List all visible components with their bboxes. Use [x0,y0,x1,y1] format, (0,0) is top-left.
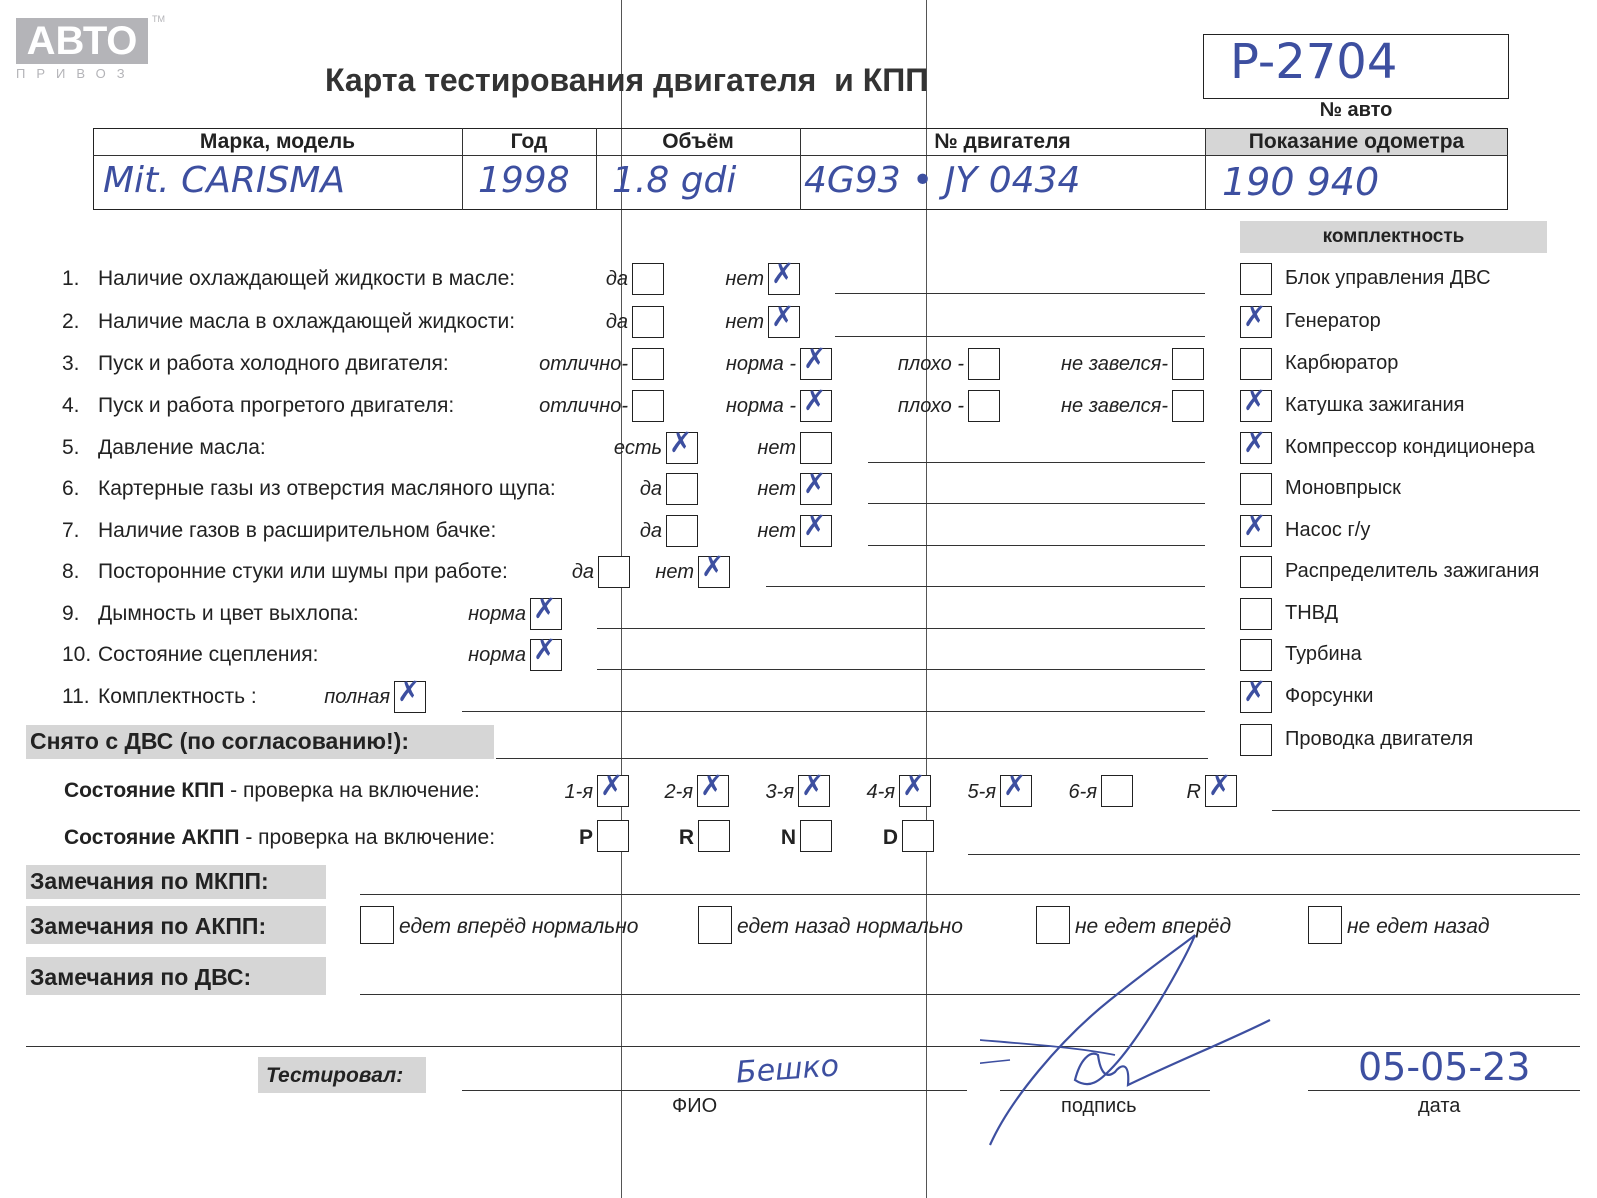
write-in-line[interactable] [868,545,1205,546]
check-mark: ✗ [803,509,827,542]
logo-main: АВТО [16,18,148,64]
gear-checkbox[interactable] [1000,769,1032,807]
fio-value: Бешко [734,1048,841,1091]
check-mark: ✗ [1243,675,1267,708]
check-mark: ✗ [803,384,827,417]
akpp-remark-checkbox[interactable] [1308,906,1342,944]
option-checkbox[interactable] [632,390,664,422]
completeness-checkbox[interactable] [1240,598,1272,630]
check-mark: ✗ [700,769,724,802]
option-label: нет [725,268,764,290]
option-label: плохо - [897,353,964,375]
option-checkbox[interactable] [800,342,832,380]
mode-checkbox[interactable] [698,820,730,852]
check-number: 7. [62,519,80,542]
check-mark: ✗ [669,426,693,459]
gear-checkbox[interactable] [798,769,830,807]
check-number: 11. [62,685,90,708]
gear-label: 3-я [765,781,794,803]
option-label: полная [324,686,390,708]
akpp-remark-checkbox[interactable] [698,906,732,944]
akpp-remark-checkbox[interactable] [360,906,394,944]
write-in-line[interactable] [597,669,1205,670]
option-label: нет [757,478,796,500]
check-question: Давление масла: [98,436,266,459]
option-label: плохо - [897,395,964,417]
mode-label: N [780,826,796,849]
write-in-line[interactable] [835,336,1205,337]
logo-tm: TM [152,14,165,24]
option-checkbox[interactable] [768,257,800,295]
option-label: отлично- [539,353,628,375]
header-odometer: Показание одометра [1248,130,1465,153]
mode-label: P [578,826,593,849]
option-label: не завелся- [1061,395,1168,417]
option-checkbox[interactable] [968,390,1000,422]
akpp-remark-option-label: не едет вперёд [1075,915,1232,938]
completeness-label: Насос г/у [1285,519,1371,541]
completeness-label: Компрессор кондиционера [1285,436,1535,458]
option-checkbox[interactable] [666,473,698,505]
logo-sub: ПРИВОЗ [16,66,136,81]
option-checkbox[interactable] [800,467,832,505]
write-in-line[interactable] [968,854,1580,855]
kpp-label-bold: Состояние КПП [64,779,225,802]
completeness-header: комплектность [1322,226,1465,247]
gear-label: R [1186,781,1201,803]
check-mark: ✗ [533,633,557,666]
check-question: Комплектность : [98,685,257,708]
check-mark: ✗ [397,675,421,708]
completeness-label: ТНВД [1285,602,1339,624]
option-checkbox[interactable] [800,384,832,422]
completeness-checkbox[interactable] [1240,426,1272,464]
write-in-line[interactable] [868,503,1205,504]
check-mark: ✗ [1243,426,1267,459]
mode-label: D [882,826,898,849]
check-mark: ✗ [803,467,827,500]
gear-label: 1-я [564,781,593,803]
check-question: Наличие газов в расширительном бачке: [98,519,497,542]
write-in-line[interactable] [597,628,1205,629]
completeness-checkbox[interactable] [1240,263,1272,295]
check-mark: ✗ [801,769,825,802]
option-label: норма - [725,395,796,417]
header-model: Марка, модель [199,130,356,153]
completeness-label: Турбина [1285,643,1362,665]
completeness-label: Блок управления ДВС [1285,267,1491,289]
completeness-label: Распределитель зажигания [1285,560,1540,582]
check-mark: ✗ [1243,300,1267,333]
signature [980,920,1280,1150]
option-label: норма - [725,353,796,375]
gear-checkbox[interactable] [697,769,729,807]
kpp-label [64,779,480,803]
completeness-checkbox[interactable] [1240,473,1272,505]
check-mark: ✗ [771,257,795,290]
option-checkbox[interactable] [632,263,664,295]
completeness-checkbox[interactable] [1240,509,1272,547]
gear-label: 4-я [866,781,895,803]
mode-label: R [678,826,694,849]
check-question: Наличие масла в охлаждающей жидкости: [98,310,516,333]
completeness-label: Проводка двигателя [1285,728,1474,750]
check-question: Дымность и цвет выхлопа: [98,602,359,625]
option-label: да [571,561,594,583]
check-number: 5. [62,436,80,459]
akpp-label-rest: - проверка на включение: [239,826,496,849]
value-odometer: 190 940 [1222,160,1380,204]
header-year: Год [510,130,548,153]
option-checkbox[interactable] [530,592,562,630]
date-value: 05-05-23 [1358,1045,1531,1089]
gear-label: 5-я [967,781,996,803]
car-number-value: P-2704 [1230,34,1398,90]
tested-label: Тестировал: [266,1064,404,1087]
check-question: Пуск и работа прогретого двигателя: [98,394,455,417]
option-checkbox[interactable] [698,550,730,588]
completeness-checkbox[interactable] [1240,348,1272,380]
check-number: 4. [62,394,80,417]
check-question: Наличие охлаждающей жидкости в масле: [98,267,516,290]
check-number: 9. [62,602,80,625]
write-in-line[interactable] [360,994,1580,995]
check-number: 8. [62,560,80,583]
page-title: Карта тестирования двигателя и КПП [325,62,929,98]
option-checkbox[interactable] [394,675,426,713]
check-mark: ✗ [1243,509,1267,542]
remark-akpp-label: Замечания по АКПП: [30,913,267,939]
check-mark: ✗ [701,550,725,583]
gear-checkbox[interactable] [1101,775,1133,807]
completeness-checkbox[interactable] [1240,556,1272,588]
option-checkbox[interactable] [530,633,562,671]
option-label: норма [468,603,526,625]
write-in-line[interactable] [360,894,1580,895]
check-mark: ✗ [600,769,624,802]
remark-dvs-label: Замечания по ДВС: [30,964,252,990]
check-number: 1. [62,267,80,290]
gear-checkbox[interactable] [1205,769,1237,807]
write-in-line[interactable] [26,1046,1580,1047]
write-in-line[interactable] [462,711,1205,712]
write-in-line[interactable] [496,758,1208,759]
write-in-line[interactable] [766,586,1205,587]
date-label: дата [1418,1095,1461,1117]
completeness-checkbox[interactable] [1240,384,1272,422]
completeness-checkbox[interactable] [1240,724,1272,756]
car-number-label: № авто [1319,99,1393,121]
akpp-remark-option-label: едет назад нормально [737,915,963,938]
option-checkbox[interactable] [768,300,800,338]
option-label: нет [757,520,796,542]
mode-checkbox[interactable] [902,820,934,852]
write-in-line[interactable] [1272,810,1580,811]
check-mark: ✗ [1003,769,1027,802]
akpp-label-bold: Состояние АКПП [64,826,240,849]
option-checkbox[interactable] [598,556,630,588]
write-in-line[interactable] [462,1090,967,1091]
check-mark: ✗ [803,342,827,375]
completeness-label: Катушка зажигания [1285,394,1465,416]
value-engine-no: 4G93 • JY 0434 [804,160,1081,201]
check-mark: ✗ [902,769,926,802]
option-label: не завелся- [1061,353,1168,375]
value-year: 1998 [478,160,570,201]
check-number: 10. [62,643,92,666]
check-mark: ✗ [1243,384,1267,417]
completeness-label: Моновпрыск [1285,477,1401,499]
write-in-line[interactable] [1308,1090,1580,1091]
write-in-line[interactable] [835,293,1205,294]
akpp-remark-option-label: едет вперёд нормально [399,915,639,938]
completeness-label: Карбюратор [1285,352,1399,374]
check-mark: ✗ [1208,769,1232,802]
option-label: да [639,478,662,500]
fio-label: ФИО [672,1095,718,1117]
check-question: Картерные газы из отверстия масляного щупа: [98,477,556,500]
option-checkbox[interactable] [800,509,832,547]
akpp-label [64,826,495,850]
check-question: Посторонние стуки или шумы при работе: [98,560,508,583]
option-checkbox[interactable] [968,348,1000,380]
option-label: нет [757,437,796,459]
logo [16,14,165,81]
write-in-line[interactable] [868,462,1205,463]
header-volume: Объём [662,130,734,153]
value-volume: 1.8 gdi [612,160,737,201]
check-question: Состояние сцепления: [98,643,319,666]
kpp-label-rest: - проверка на включение: [224,779,480,802]
option-label: нет [655,561,694,583]
option-label: отлично- [539,395,628,417]
option-label: да [605,268,628,290]
gear-checkbox[interactable] [899,769,931,807]
gear-label: 6-я [1068,781,1097,803]
akpp-remark-option-label: не едет назад [1347,915,1490,938]
check-mark: ✗ [533,592,557,625]
completeness-checkbox[interactable] [1240,300,1272,338]
mode-checkbox[interactable] [800,820,832,852]
signature-label: подпись [1061,1095,1137,1117]
check-question: Пуск и работа холодного двигателя: [98,352,449,375]
completeness-label: Форсунки [1285,685,1374,707]
check-number: 3. [62,352,80,375]
option-checkbox[interactable] [632,348,664,380]
option-checkbox[interactable] [1172,390,1204,422]
option-label: да [639,520,662,542]
completeness-checkbox[interactable] [1240,639,1272,671]
option-label: да [605,311,628,333]
option-label: есть [613,437,662,459]
remark-mkpp-label: Замечания по МКПП: [30,868,269,894]
check-mark: ✗ [771,300,795,333]
completeness-checkbox[interactable] [1240,675,1272,713]
option-checkbox[interactable] [666,515,698,547]
option-label: норма [468,644,526,666]
completeness-label: Генератор [1285,310,1381,332]
check-number: 6. [62,477,80,500]
value-model: Mit. CARISMA [103,160,345,201]
gear-label: 2-я [664,781,693,803]
gear-checkbox[interactable] [597,769,629,807]
removed-label: Снято с ДВС (по согласованию!): [30,728,409,754]
header-engine-no: № двигателя [934,130,1071,153]
option-checkbox[interactable] [1172,348,1204,380]
option-label: нет [725,311,764,333]
option-checkbox[interactable] [666,426,698,464]
option-checkbox[interactable] [632,306,664,338]
option-checkbox[interactable] [800,432,832,464]
check-number: 2. [62,310,80,333]
mode-checkbox[interactable] [597,820,629,852]
